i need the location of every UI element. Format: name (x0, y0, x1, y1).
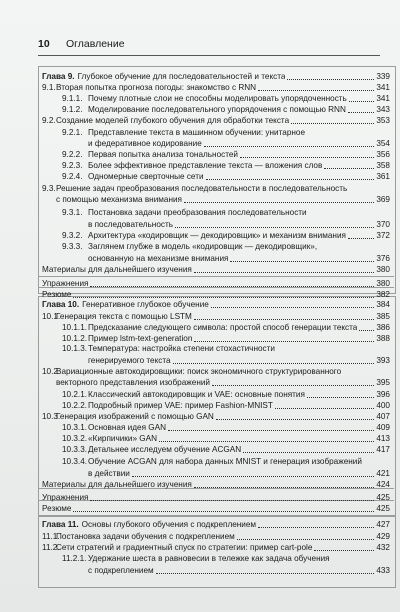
toc-entry-page: 400 (376, 401, 390, 410)
toc-entry (88, 356, 390, 366)
toc-entry-page: 370 (376, 220, 390, 229)
toc-entry-number: 11.1. (42, 532, 60, 541)
toc-entry-page: 417 (376, 445, 390, 454)
dot-leader (258, 90, 374, 91)
toc-entry (88, 139, 390, 149)
toc-entry-title: векторного представления изображений (56, 378, 210, 387)
toc-entry-title: основанную на механизме внимания (88, 254, 229, 263)
toc-entry-page: 388 (376, 334, 390, 343)
toc-entry-number: 9.2.4. (62, 172, 83, 181)
toc-entry-title: с подкреплением (88, 566, 154, 575)
toc-entry (88, 254, 390, 264)
dot-leader (90, 500, 374, 501)
toc-entry-page: 424 (376, 480, 390, 489)
dot-leader (184, 202, 374, 203)
dot-leader (237, 539, 375, 540)
toc-chapter-entry (42, 300, 390, 310)
toc-entry-title: Представление текста в машинном обучении: унитарное (88, 128, 305, 137)
dot-leader (348, 112, 374, 113)
toc-entry-title: Первая попытка анализа тональностей (88, 150, 239, 159)
dot-leader (90, 286, 374, 287)
toc-entry-title: в последовательность (88, 220, 173, 229)
toc-chapter-entry (42, 520, 390, 530)
page-header-title: Оглавление (66, 38, 125, 50)
toc-entry-title: Температура: настройка степени стохастичности (88, 344, 275, 353)
toc-entry-title: Генерация изображений с помощью GAN (56, 412, 214, 421)
toc-entry (62, 445, 390, 455)
toc-entry (62, 334, 390, 344)
dot-leader (314, 550, 374, 551)
dot-leader (156, 573, 375, 574)
toc-entry-title: Основная идея GAN (88, 423, 167, 432)
toc-entry (62, 242, 390, 252)
toc-entry (62, 208, 390, 218)
dot-leader (324, 168, 374, 169)
toc-entry-page: 409 (376, 423, 390, 432)
toc-entry (62, 161, 390, 171)
dot-leader (307, 397, 374, 398)
toc-entry-page: 369 (376, 195, 390, 204)
toc-entry (88, 566, 390, 576)
toc-entry-title: Предсказание следующего символа: простой способ генерации текста (88, 323, 358, 332)
dot-leader (212, 385, 374, 386)
toc-entry-page: 341 (376, 94, 390, 103)
toc-entry (42, 116, 390, 126)
toc-entry-number: 10.2. (42, 367, 61, 376)
toc-entry-title: Подробный пример VAE: пример Fashion-MNIST (88, 401, 273, 410)
dot-leader (173, 363, 375, 364)
toc-entry-title: Создание моделей глубокого обучения для обработки текста (56, 116, 290, 125)
toc-entry-page: 372 (376, 231, 390, 240)
toc-entry-title: Моделирование последовательного упорядочения с помощью RNN (88, 105, 346, 114)
dot-leader (73, 511, 374, 512)
toc-entry-title: Вариационные автокодировщики: поиск экономичного структурированного (56, 367, 342, 376)
toc-entry (62, 150, 390, 160)
toc-entry-number: Глава 11. (42, 520, 79, 529)
toc-entry-page: 395 (376, 378, 390, 387)
toc-entry-number: 9.3. (42, 184, 56, 193)
toc-entry (42, 83, 390, 93)
toc-entry-title: Резюме (42, 504, 72, 513)
toc-entry-number: 10.1.1. (62, 323, 88, 332)
toc-entry-title: Более эффективное представление текста — вложения слов (88, 161, 323, 170)
section-divider (38, 276, 394, 277)
toc-entry-number: 11.2. (42, 543, 60, 552)
toc-chapter-entry (42, 72, 390, 82)
toc-entry-page: 356 (376, 150, 390, 159)
toc-entry-number: 9.2.1. (62, 128, 83, 137)
toc-entry-number: 10.2.2. (62, 401, 88, 410)
toc-entry-title: Генерация текста с помощью LSTM (56, 312, 192, 321)
toc-entry-number: 9.1.1. (62, 94, 83, 103)
toc-entry-title: Пример lstm-text-generation (88, 334, 193, 343)
toc-entry-title: Постановка задачи преобразования последовательности (88, 208, 307, 217)
dot-leader (291, 123, 374, 124)
toc-entry-page: 358 (376, 161, 390, 170)
toc-entry-title: Глубокое обучение для последовательностей и текста (77, 72, 286, 81)
toc-entry (62, 434, 390, 444)
toc-entry-title: Сети стратегий и градиентный спуск по стратегии: пример cart-pole (56, 543, 313, 552)
toc-entry-page: 421 (376, 469, 390, 478)
toc-entry-title: Материалы для дальнейшего изучения (42, 265, 192, 274)
dot-leader (194, 487, 374, 488)
toc-entry-title: Заглянем глубже в модель «кодировщик — декодировщик», (88, 242, 318, 251)
toc-entry-number: 9.3.3. (62, 242, 83, 251)
toc-entry-page: 341 (376, 83, 390, 92)
toc-entry-number: 9.1.2. (62, 105, 83, 114)
toc-entry (62, 231, 390, 241)
dot-leader (194, 272, 374, 273)
toc-entry (56, 195, 390, 205)
dot-leader (206, 179, 375, 180)
toc-entry-title: Материалы для дальнейшего изучения (42, 480, 192, 489)
toc-entry-page: 384 (376, 300, 390, 309)
toc-entry-page: 432 (376, 543, 390, 552)
dot-leader (175, 227, 374, 228)
header-rule (38, 55, 380, 56)
toc-entry (42, 412, 390, 422)
toc-entry-title: генерируемого текста (88, 356, 171, 365)
toc-entry (42, 279, 390, 289)
toc-entry-page: 380 (376, 279, 390, 288)
toc-entry-title: Резюме (42, 290, 72, 299)
dot-leader (243, 452, 374, 453)
toc-entry-page: 386 (376, 323, 390, 332)
dot-leader (359, 330, 374, 331)
toc-entry-number: 9.2.3. (62, 161, 83, 170)
toc-entry-title: Удержание шеста в равновесии в тележке как задача обучения (88, 554, 330, 563)
toc-entry-page: 429 (376, 532, 390, 541)
toc-entry-number: 9.2. (42, 116, 56, 125)
dot-leader (275, 408, 374, 409)
toc-entry-number: Глава 10. (42, 300, 80, 309)
dot-leader (194, 341, 374, 342)
toc-entry (42, 480, 390, 490)
toc-entry-number: 10.3.4. (62, 457, 88, 466)
toc-entry-page: 354 (376, 139, 390, 148)
toc-entry-page: 380 (376, 265, 390, 274)
toc-entry-page: 396 (376, 390, 390, 399)
toc-entry (62, 423, 390, 433)
toc-entry (62, 401, 390, 411)
toc-entry-page: 425 (376, 504, 390, 513)
toc-entry-page: 427 (376, 520, 390, 529)
dot-leader (211, 307, 374, 308)
toc-entry-number: 9.1. (42, 83, 56, 92)
dot-leader (73, 297, 374, 298)
toc-entry-page: 425 (376, 493, 390, 502)
toc-entry-number: 10.3. (42, 412, 61, 421)
toc-entry-title: Вторая попытка прогноза погоды: знакомство с RNN (56, 83, 257, 92)
toc-entry (42, 265, 390, 275)
toc-entry-page: 382 (376, 290, 390, 299)
dot-leader (194, 319, 374, 320)
toc-entry (62, 344, 390, 354)
toc-entry-title: Архитектура «кодировщик — декодировщик» и механизм внимания (88, 231, 346, 240)
dot-leader (287, 79, 374, 80)
toc-entry-title: Решение задач преобразования последовательности в последовательность (56, 184, 348, 193)
toc-entry (88, 220, 390, 230)
toc-entry-number: 10.3.3. (62, 445, 88, 454)
toc-entry-page: 353 (376, 116, 390, 125)
toc-entry-number: 9.3.1. (62, 208, 83, 217)
toc-entry-title: Детальнее исследуем обучение ACGAN (88, 445, 242, 454)
toc-entry-number: 9.3.2. (62, 231, 83, 240)
toc-entry-title: Почему плотные слои не способны моделировать упорядоченность (88, 94, 347, 103)
toc-entry-page: 343 (376, 105, 390, 114)
toc-entry-title: Упражнения (42, 493, 89, 502)
toc-entry (62, 105, 390, 115)
page-header (38, 38, 380, 56)
toc-entry-page: 339 (376, 72, 390, 81)
toc-entry-page: 376 (376, 254, 390, 263)
dot-leader (230, 261, 374, 262)
toc-entry (56, 378, 390, 388)
toc-entry-title: Обучение ACGAN для набора данных MNIST и генерация изображений (88, 457, 362, 466)
toc-entry (42, 367, 390, 377)
toc-entry-number: 11.2.1. (62, 554, 87, 563)
toc-entry-page: 413 (376, 434, 390, 443)
toc-entry-number: Глава 9. (42, 72, 75, 81)
toc-entry (62, 323, 390, 333)
toc-entry-number: 10.3.2. (62, 434, 88, 443)
toc-entry-number: 10.1.3. (62, 344, 88, 353)
toc-entry (88, 469, 390, 479)
dot-leader (349, 101, 375, 102)
dot-leader (216, 419, 374, 420)
toc-entry-page: 393 (376, 356, 390, 365)
toc-entry-title: «Кирпичики» GAN (88, 434, 158, 443)
dot-leader (159, 441, 374, 442)
toc-entry (42, 184, 390, 194)
toc-entry-page: 385 (376, 312, 390, 321)
toc-entry-page: 433 (376, 566, 390, 575)
toc-entry-title: Основы глубокого обучения с подкреплением (81, 520, 257, 529)
toc-entry (62, 172, 390, 182)
toc-entry (42, 312, 390, 322)
dot-leader (204, 146, 375, 147)
dot-leader (132, 476, 374, 477)
toc-entry-number: 10.3.1. (62, 423, 88, 432)
toc-entry-title: Упражнения (42, 279, 89, 288)
dot-leader (168, 430, 374, 431)
dot-leader (258, 527, 374, 528)
toc-entry-title: Классический автокодировщик и VAE: основные понятия (88, 390, 305, 399)
toc-entry-title: Постановка задачи обучения с подкреплением (56, 532, 235, 541)
toc-entry (62, 554, 390, 564)
toc-entry-title: и федеративное кодирование (88, 139, 202, 148)
toc-entry (42, 543, 390, 553)
page-number: 10 (38, 38, 50, 50)
toc-entry-number: 10.1. (42, 312, 61, 321)
toc-entry-page: 407 (376, 412, 390, 421)
toc-entry-title: Одномерные сверточные сети (88, 172, 204, 181)
toc-entry-title: в действии (88, 469, 130, 478)
toc-entry (62, 94, 390, 104)
toc-entry (62, 457, 390, 467)
toc-entry (42, 504, 390, 514)
toc-entry (62, 128, 390, 138)
toc-entry (42, 532, 390, 542)
toc-entry-title: с помощью механизма внимания (56, 195, 182, 204)
toc-entry-number: 9.2.2. (62, 150, 83, 159)
toc-entry-title: Генеративное глубокое обучение (82, 300, 209, 309)
dot-leader (240, 157, 374, 158)
toc-entry (42, 493, 390, 503)
toc-entry (42, 290, 390, 300)
toc-entry-number: 10.2.1. (62, 390, 88, 399)
toc-entry (62, 390, 390, 400)
toc-entry-page: 361 (376, 172, 390, 181)
toc-entry-number: 10.1.2. (62, 334, 88, 343)
dot-leader (348, 238, 374, 239)
